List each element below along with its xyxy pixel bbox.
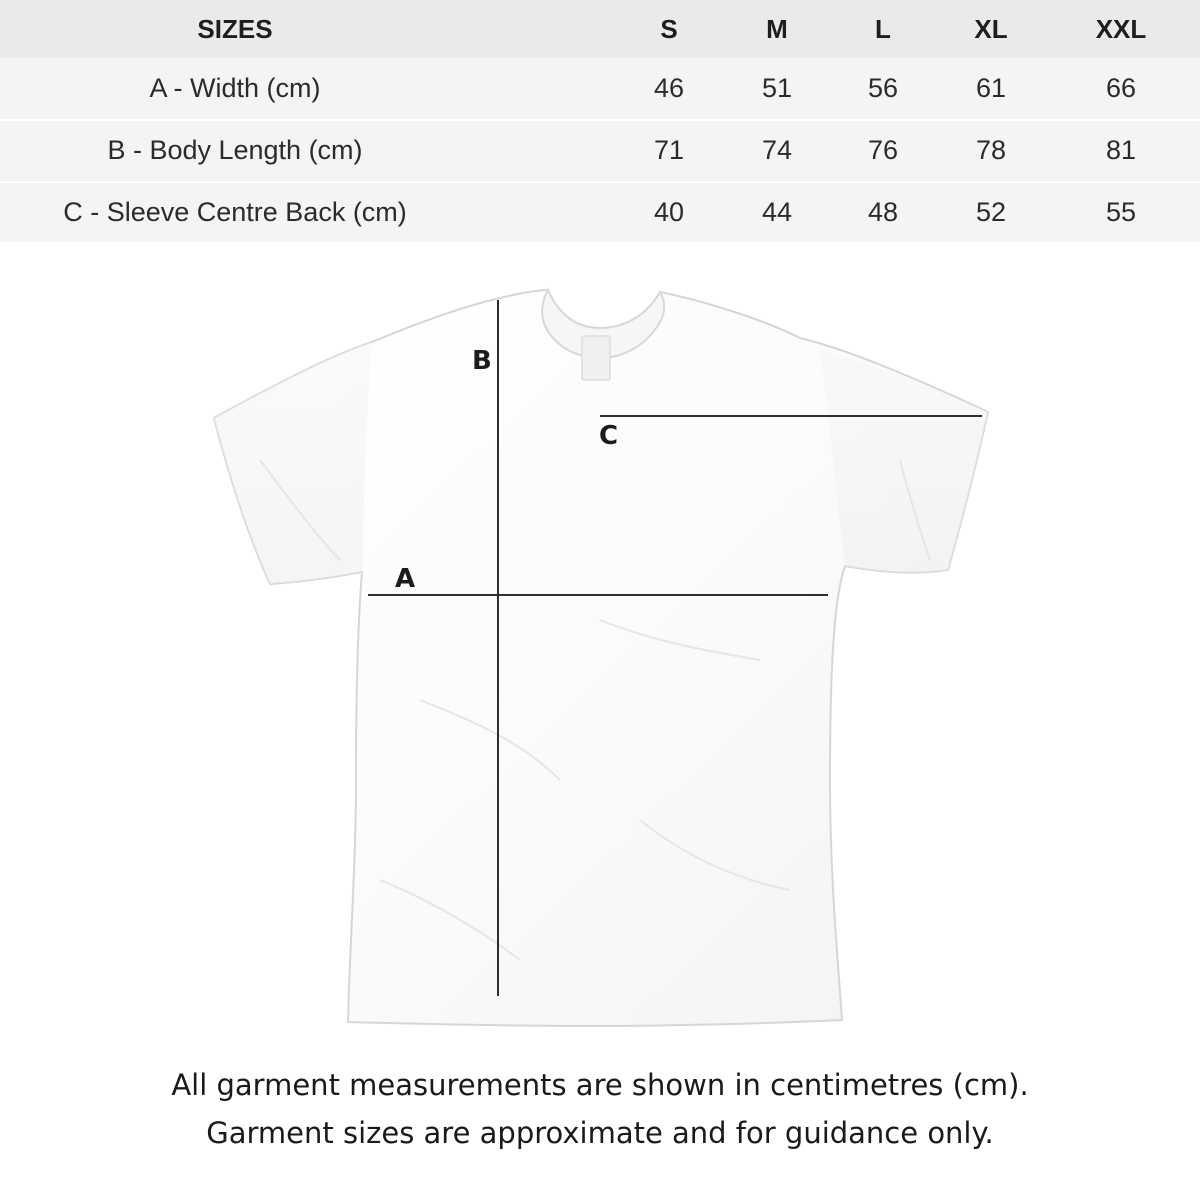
header-size-xxl: XXL — [1095, 13, 1147, 44]
row-label-body-length: B - Body Length (cm) — [107, 135, 363, 165]
footnote-line-1: All garment measurements are shown in centimetres (cm). — [171, 1068, 1029, 1102]
dimension-label-c: C — [599, 421, 619, 451]
header-size-l: L — [875, 13, 891, 44]
table-cell: 55 — [1105, 196, 1137, 227]
table-cell: 56 — [867, 73, 899, 103]
table-cell: 44 — [761, 196, 793, 227]
table-cell: 76 — [867, 135, 899, 165]
tshirt-left-sleeve-shade — [214, 342, 372, 584]
tshirt-neck-tag — [582, 336, 610, 380]
header-size-m: M — [766, 13, 788, 44]
dimension-label-b: B — [472, 346, 492, 376]
table-cell: 46 — [653, 73, 685, 103]
table-cell: 51 — [761, 73, 793, 103]
table-cell: 71 — [653, 135, 685, 165]
table-cell: 74 — [761, 135, 793, 165]
footnote-line-2: Garment sizes are approximate and for guidance only. — [206, 1116, 994, 1150]
header-size-s: S — [660, 13, 678, 44]
table-cell: 61 — [975, 73, 1007, 103]
header-sizes-label: SIZES — [197, 13, 273, 44]
table-cell: 78 — [975, 135, 1007, 165]
table-cell: 81 — [1105, 135, 1137, 165]
tshirt-right-sleeve-shade — [820, 350, 988, 573]
row-label-width: A - Width (cm) — [149, 73, 321, 103]
header-size-xl: XL — [974, 13, 1008, 44]
dimension-label-a: A — [395, 564, 416, 594]
table-cell: 40 — [653, 196, 685, 227]
row-label-sleeve-centre-back: C - Sleeve Centre Back (cm) — [63, 196, 407, 227]
table-cell: 48 — [867, 196, 899, 227]
table-cell: 52 — [975, 196, 1007, 227]
table-cell: 66 — [1105, 73, 1137, 103]
